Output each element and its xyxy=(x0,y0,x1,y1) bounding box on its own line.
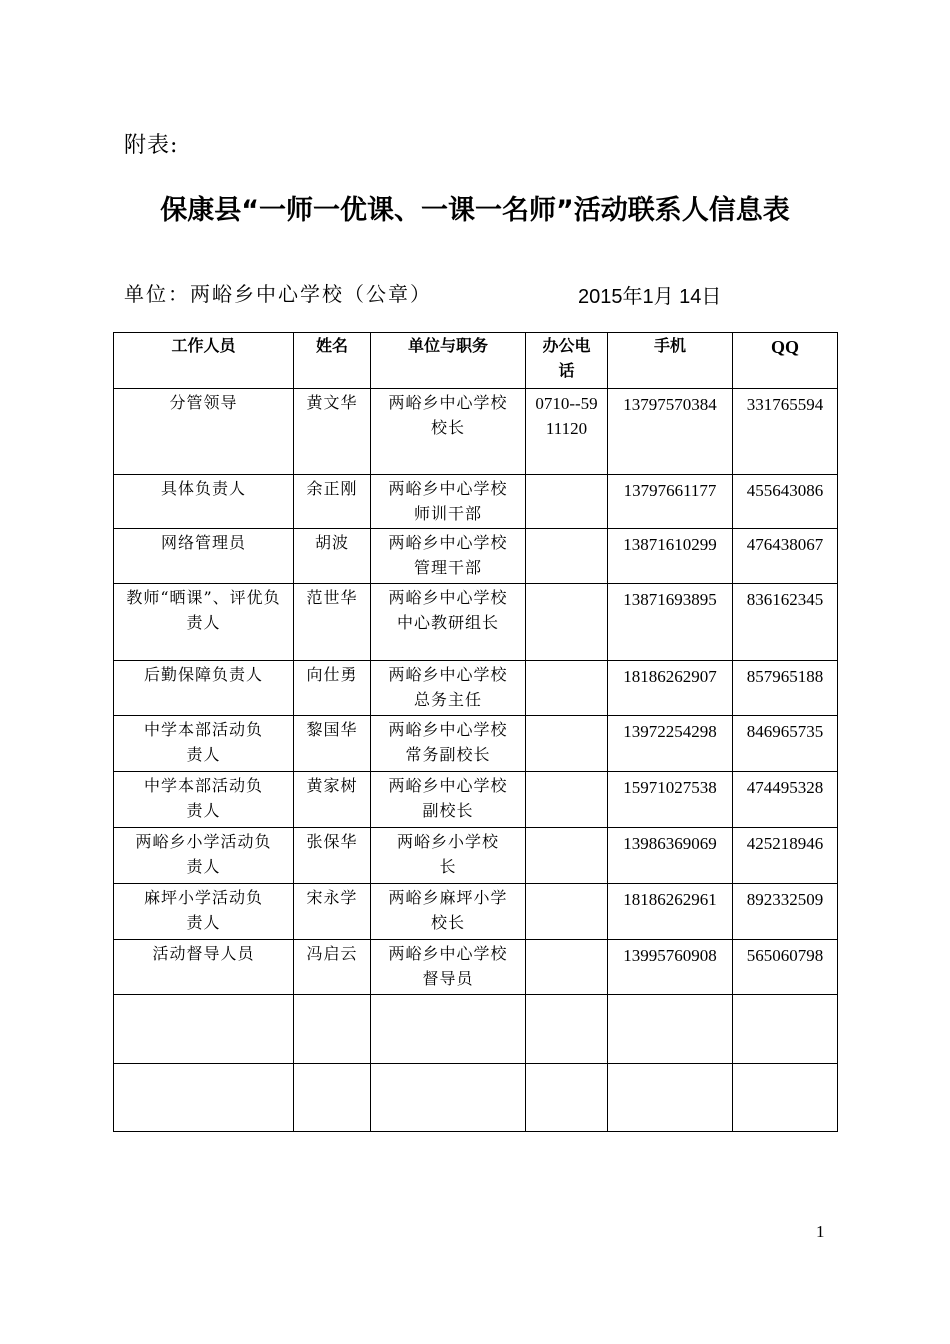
page-title: 保康县“一师一优课、一课一名师”活动联系人信息表 xyxy=(160,195,790,226)
cell-name: 宋永学 xyxy=(294,884,371,940)
table-row xyxy=(114,940,838,995)
table-row xyxy=(114,828,838,884)
cell-office-phone xyxy=(526,584,608,661)
table-row xyxy=(114,584,838,661)
cell-role: 两峪乡小学活动负责人 xyxy=(114,828,294,884)
cell-unit: 两峪乡中心学校督导员 xyxy=(371,940,526,995)
table-header-row xyxy=(114,333,838,389)
cell-mobile: 13972254298 xyxy=(608,716,733,772)
cell-role: 分管领导 xyxy=(114,389,294,475)
table-row xyxy=(114,884,838,940)
cell-qq: 455643086 xyxy=(733,475,838,529)
cell-office-phone xyxy=(526,475,608,529)
cell-office-phone xyxy=(526,940,608,995)
cell-qq: 331765594 xyxy=(733,389,838,475)
cell-mobile: 13986369069 xyxy=(608,828,733,884)
cell-empty xyxy=(294,995,371,1064)
cell-unit: 两峪乡中心学校中心教研组长 xyxy=(371,584,526,661)
date-text: 2015年1月 14日 xyxy=(578,286,722,308)
cell-empty xyxy=(526,1064,608,1132)
table-row-empty xyxy=(114,995,838,1064)
cell-qq: 425218946 xyxy=(733,828,838,884)
table-row xyxy=(114,661,838,716)
cell-mobile: 13871610299 xyxy=(608,529,733,584)
cell-unit: 两峪乡小学校长 xyxy=(371,828,526,884)
page-number: 1 xyxy=(816,1222,825,1241)
cell-name: 黎国华 xyxy=(294,716,371,772)
cell-empty xyxy=(371,1064,526,1132)
cell-name: 范世华 xyxy=(294,584,371,661)
cell-unit: 两峪乡麻坪小学校长 xyxy=(371,884,526,940)
cell-role: 中学本部活动负责人 xyxy=(114,772,294,828)
cell-office-phone xyxy=(526,828,608,884)
cell-role: 中学本部活动负责人 xyxy=(114,716,294,772)
cell-empty xyxy=(733,1064,838,1132)
cell-empty xyxy=(733,995,838,1064)
column-header-office-phone: 办公电话 xyxy=(526,333,608,389)
table-row xyxy=(114,716,838,772)
cell-qq: 565060798 xyxy=(733,940,838,995)
cell-mobile: 13797570384 xyxy=(608,389,733,475)
cell-name: 胡波 xyxy=(294,529,371,584)
cell-empty xyxy=(114,995,294,1064)
cell-role: 麻坪小学活动负责人 xyxy=(114,884,294,940)
cell-name: 黄家树 xyxy=(294,772,371,828)
cell-office-phone xyxy=(526,884,608,940)
contact-table xyxy=(113,332,838,1132)
cell-role: 后勤保障负责人 xyxy=(114,661,294,716)
cell-empty xyxy=(608,1064,733,1132)
cell-mobile: 15971027538 xyxy=(608,772,733,828)
table-row xyxy=(114,389,838,475)
attachment-label: 附表: xyxy=(124,133,179,158)
cell-name: 余正刚 xyxy=(294,475,371,529)
cell-empty xyxy=(526,995,608,1064)
cell-office-phone xyxy=(526,716,608,772)
cell-qq: 846965735 xyxy=(733,716,838,772)
column-header-unit: 单位与职务 xyxy=(371,333,526,389)
table-row-empty xyxy=(114,1064,838,1132)
table-row xyxy=(114,529,838,584)
cell-name: 张保华 xyxy=(294,828,371,884)
cell-office-phone xyxy=(526,661,608,716)
column-header-mobile: 手机 xyxy=(608,333,733,389)
table-row xyxy=(114,772,838,828)
column-header-qq: QQ xyxy=(733,333,838,389)
cell-role: 教师“晒课”、评优负责人 xyxy=(114,584,294,661)
cell-empty xyxy=(114,1064,294,1132)
cell-name: 向仕勇 xyxy=(294,661,371,716)
cell-unit: 两峪乡中心学校师训干部 xyxy=(371,475,526,529)
cell-office-phone xyxy=(526,529,608,584)
cell-qq: 857965188 xyxy=(733,661,838,716)
cell-unit: 两峪乡中心学校管理干部 xyxy=(371,529,526,584)
cell-qq: 892332509 xyxy=(733,884,838,940)
column-header-role: 工作人员 xyxy=(114,333,294,389)
cell-name: 黄文华 xyxy=(294,389,371,475)
cell-name: 冯启云 xyxy=(294,940,371,995)
cell-unit: 两峪乡中心学校常务副校长 xyxy=(371,716,526,772)
cell-qq: 474495328 xyxy=(733,772,838,828)
cell-mobile: 13797661177 xyxy=(608,475,733,529)
cell-empty xyxy=(371,995,526,1064)
cell-role: 活动督导人员 xyxy=(114,940,294,995)
cell-unit: 两峪乡中心学校副校长 xyxy=(371,772,526,828)
cell-unit: 两峪乡中心学校总务主任 xyxy=(371,661,526,716)
cell-office-phone xyxy=(526,772,608,828)
cell-unit: 两峪乡中心学校校长 xyxy=(371,389,526,475)
cell-empty xyxy=(294,1064,371,1132)
cell-empty xyxy=(608,995,733,1064)
cell-role: 具体负责人 xyxy=(114,475,294,529)
cell-role: 网络管理员 xyxy=(114,529,294,584)
column-header-name: 姓名 xyxy=(294,333,371,389)
cell-qq: 476438067 xyxy=(733,529,838,584)
unit-line: 单位：两峪乡中心学校（公章） xyxy=(124,282,432,306)
cell-office-phone: 0710--5911120 xyxy=(526,389,608,475)
cell-qq: 836162345 xyxy=(733,584,838,661)
cell-mobile: 13995760908 xyxy=(608,940,733,995)
table-row xyxy=(114,475,838,529)
cell-mobile: 18186262907 xyxy=(608,661,733,716)
cell-mobile: 18186262961 xyxy=(608,884,733,940)
cell-mobile: 13871693895 xyxy=(608,584,733,661)
